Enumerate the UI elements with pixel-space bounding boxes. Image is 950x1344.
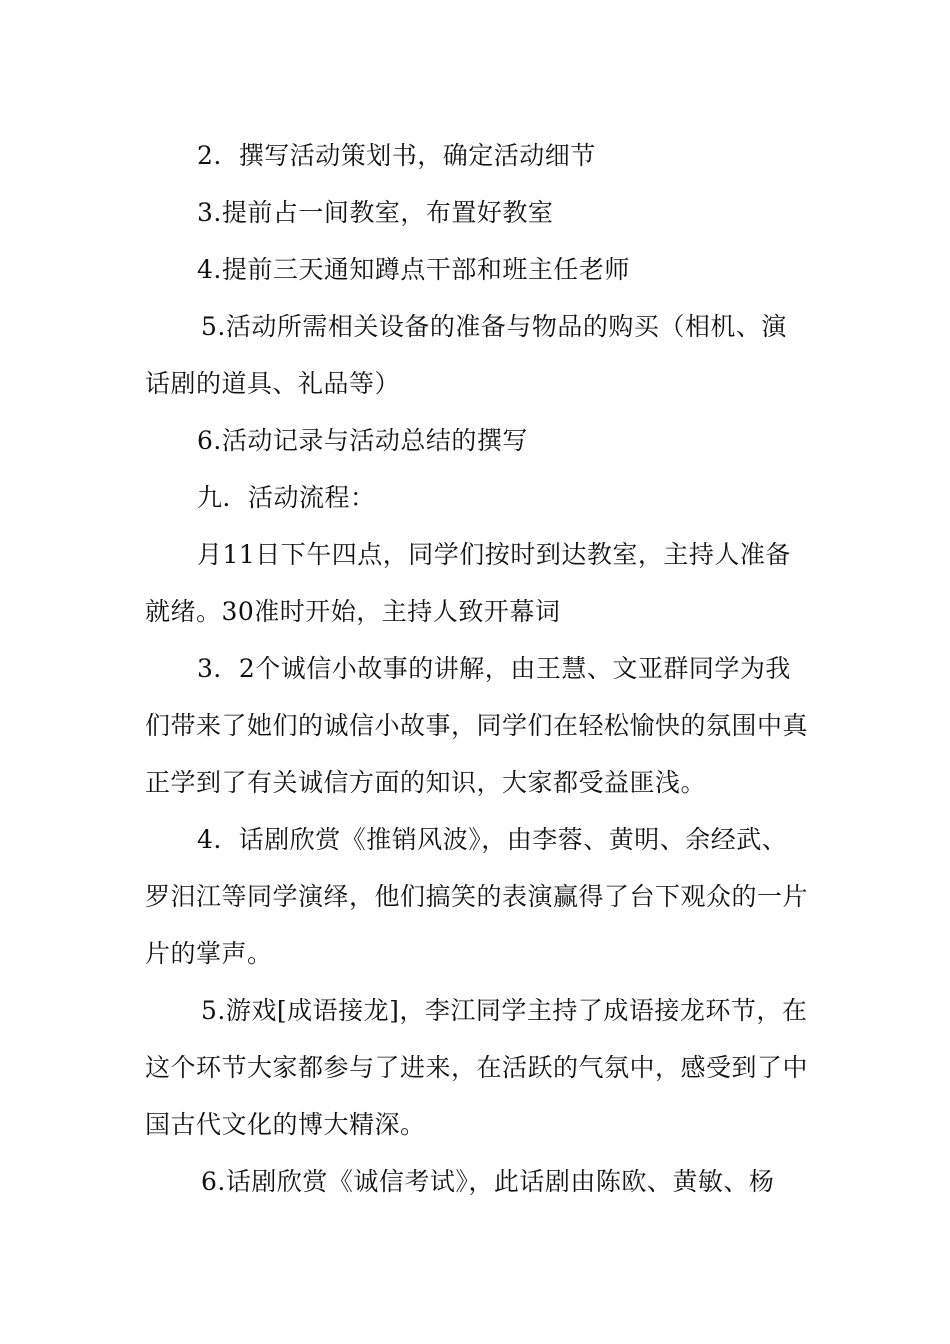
paragraph-drama-exam: 6.话剧欣赏《诚信考试》，此话剧由陈欧、黄敏、杨 <box>201 1167 775 1196</box>
paragraph-step-2: 2. 撰写活动策划书，确定活动细节 <box>197 141 596 170</box>
section-heading-activity-process: 九．活动流程： <box>197 483 376 512</box>
paragraph-step-4: 4.提前三天通知蹲点干部和班主任老师 <box>197 255 630 284</box>
paragraph-integrity-stories: 3．2个诚信小故事的讲解，由王慧、文亚群同学为我们带来了她们的诚信小故事，同学们在轻松愉快的氛围中真正学到了有关诚信方面的知识，大家都受益匪浅。 <box>145 654 809 797</box>
paragraph-opening: 月11日下午四点，同学们按时到达教室，主持人准备就绪。30准时开始，主持人致开幕词 <box>145 540 791 626</box>
paragraph-step-3: 3.提前占一间教室，布置好教室 <box>197 198 554 227</box>
document-body <box>145 127 810 1210</box>
paragraph-idiom-game: 5.游戏[成语接龙]，李江同学主持了成语接龙环节，在这个环节大家都参与了进来，在活跃的气氛中，感受到了中国古代文化的博大精深。 <box>145 996 809 1139</box>
paragraph-step-5: 5.活动所需相关设备的准备与物品的购买（相机、演话剧的道具、礼品等） <box>145 312 787 398</box>
paragraph-step-6: 6.活动记录与活动总结的撰写 <box>197 426 528 455</box>
paragraph-drama-sales: 4. 话剧欣赏《推销风波》，由李蓉、黄明、余经武、罗汨江等同学演绎，他们搞笑的表演赢得了台下观众的一片片的掌声。 <box>145 825 809 968</box>
